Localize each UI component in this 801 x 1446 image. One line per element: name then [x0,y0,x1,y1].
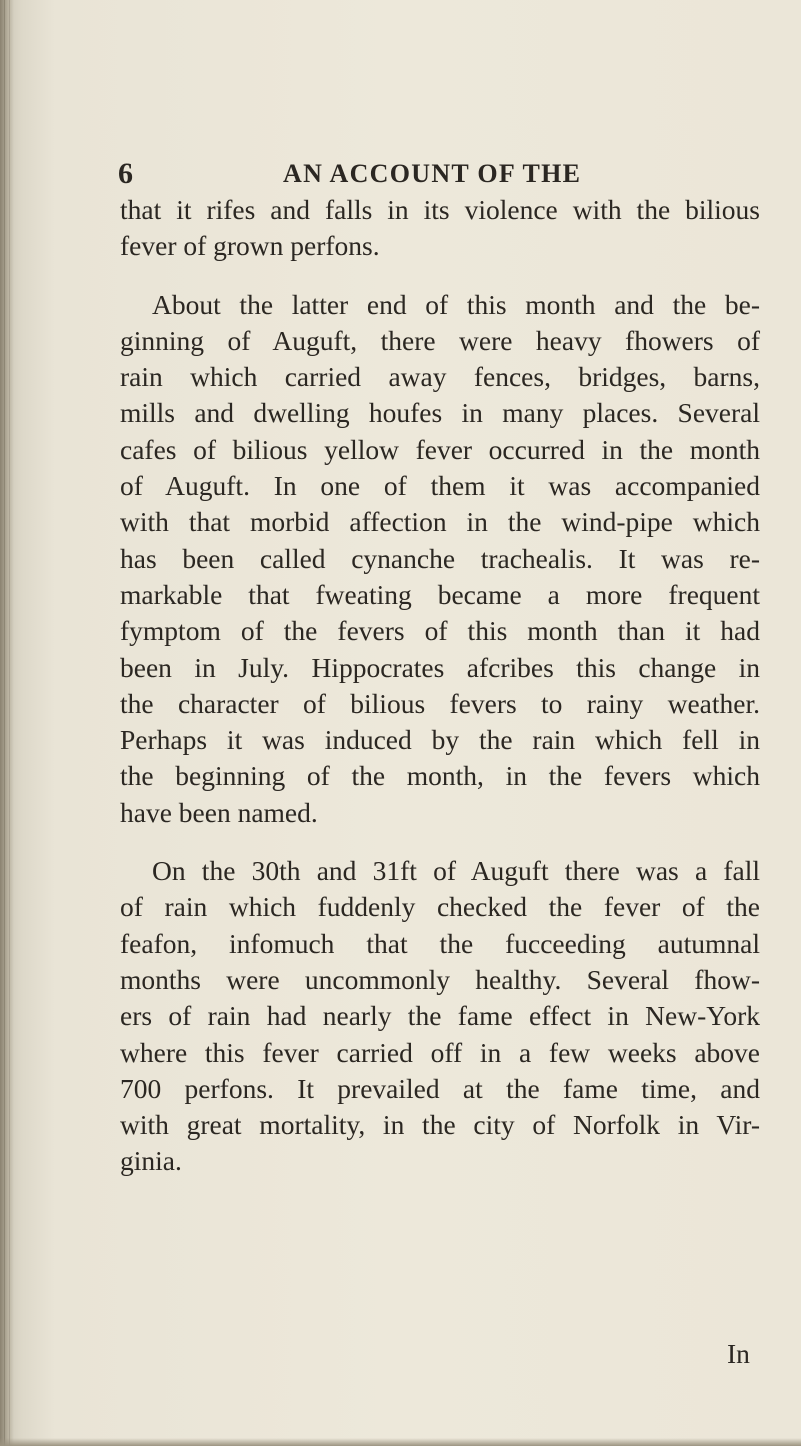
text-line: has been called cynanche trachealis. It was re- [120,542,760,574]
text-line: with great mortality, in the city of Norfolk in Vir- [120,1109,760,1141]
binding-edge-line [4,0,5,1446]
text-line: feafon, infomuch that the fucceeding autumnal [120,927,760,959]
text-line: ginning of Auguft, there were heavy fhowers of [120,324,760,356]
text-line: the character of bilious fevers to rainy weather. [120,687,760,719]
text-line: months were uncommonly healthy. Several fhow- [120,963,760,995]
text-line: About the latter end of this month and the be- [152,288,760,320]
binding-gutter-shadow [0,0,14,1446]
text-line: fever of grown perfons. [120,230,380,262]
text-line: On the 30th and 31ft of Auguft there was a fall [152,855,760,887]
text-line: ers of rain had nearly the fame effect in New-York [120,1000,760,1032]
text-line: 700 perfons. It prevailed at the fame time, and [120,1072,760,1104]
binding-edge-line [9,0,10,1446]
text-line: ginia. [120,1145,182,1177]
text-line: that it rifes and falls in its violence with the bilious [120,194,760,225]
text-line: where this fever carried off in a few weeks above [120,1036,760,1068]
text-line: with that morbid affection in the wind-pipe which [120,506,760,538]
text-line: of rain which fuddenly checked the fever of the [120,891,760,923]
text-line: fymptom of the fevers of this month than it had [120,615,760,647]
running-head [118,156,758,192]
text-line: mills and dwelling houfes in many places. Several [120,397,760,429]
text-line: of Auguft. In one of them it was accompanied [120,470,760,502]
text-line: cafes of bilious yellow fever occurred in the month [120,433,760,465]
page-bottom-edge [0,1438,801,1446]
text-line: rain which carried away fences, bridges, barns, [120,361,760,393]
running-head-title: AN ACCOUNT OF THE [283,159,582,188]
page-number: 6 [118,157,133,190]
text-line: have been named. [120,796,318,828]
text-line: Perhaps it was induced by the rain which fell in [120,724,760,756]
text-line: been in July. Hippocrates afcribes this change in [120,651,760,683]
text-line: the beginning of the month, in the fevers which [120,760,760,792]
catchword: In [727,1338,750,1369]
text-line: markable that fweating became a more frequent [120,578,760,610]
body-text [120,192,760,1180]
